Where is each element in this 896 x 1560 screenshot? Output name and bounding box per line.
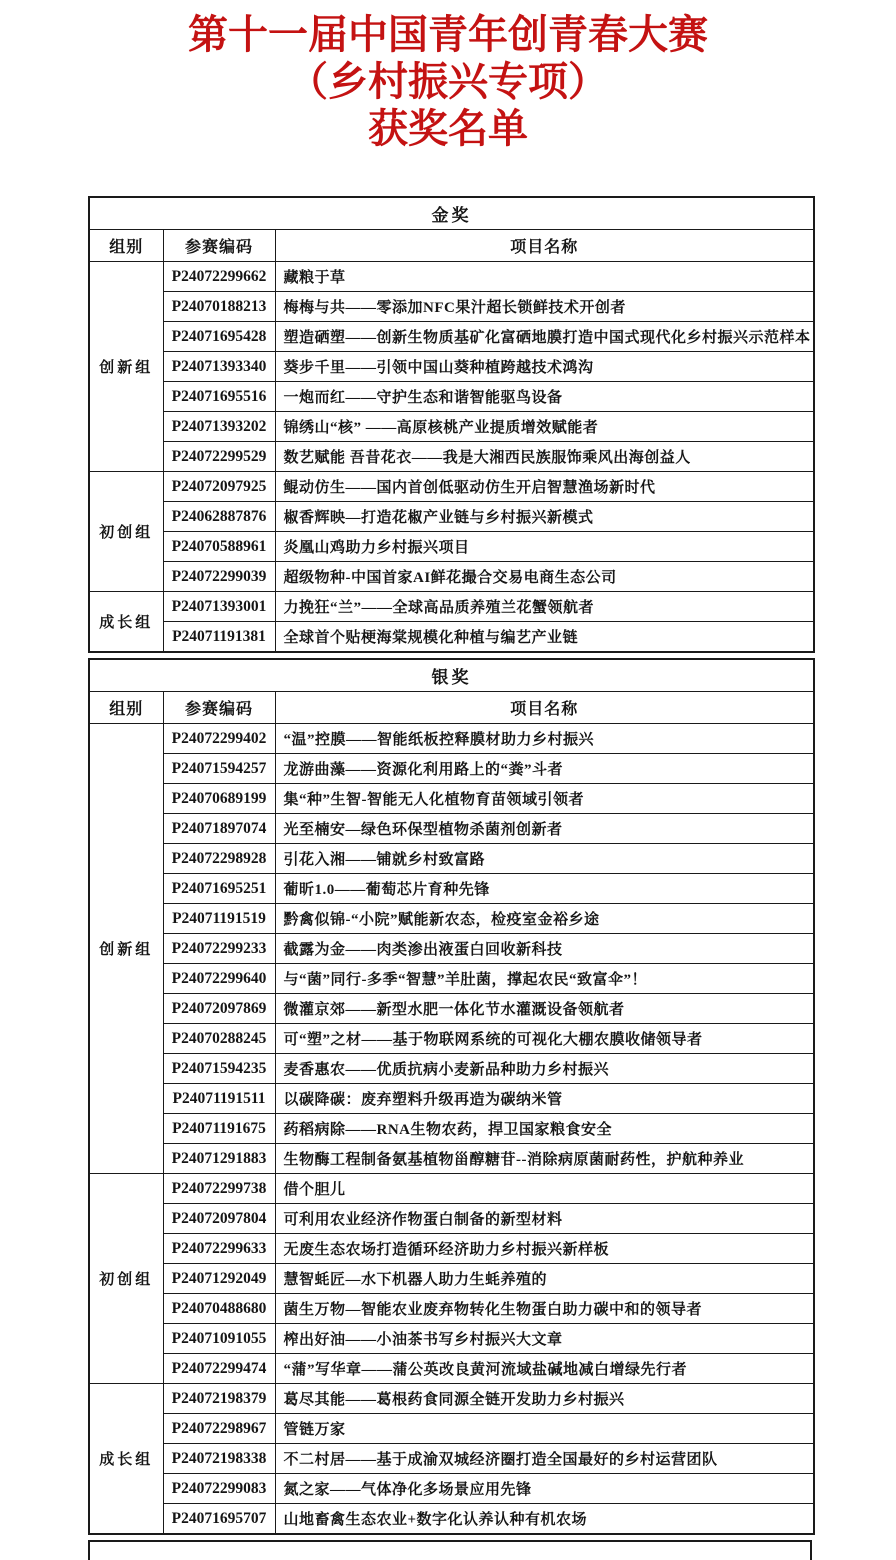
table-row (89, 1474, 814, 1504)
entry-code-cell: P24072299083 (163, 1474, 275, 1504)
entry-code-cell: P24070488680 (163, 1294, 275, 1324)
table-row (89, 964, 814, 994)
table-row (89, 472, 814, 502)
project-name-cell: 超级物种-中国首家AI鲜花撮合交易电商生态公司 (275, 562, 814, 592)
table-row (89, 322, 814, 352)
column-header: 组别 (89, 230, 163, 262)
project-name-cell: 梅梅与共——零添加NFC果汁超长锁鲜技术开创者 (275, 292, 814, 322)
award-title-row (89, 659, 814, 692)
table-row (89, 724, 814, 754)
entry-code-cell: P24070188213 (163, 292, 275, 322)
project-name-cell: 可利用农业经济作物蛋白制备的新型材料 (275, 1204, 814, 1234)
entry-code-cell: P24070588961 (163, 532, 275, 562)
project-name-cell: 鲲动仿生——国内首创低驱动仿生开启智慧渔场新时代 (275, 472, 814, 502)
table-row (89, 502, 814, 532)
entry-code-cell: P24071191381 (163, 622, 275, 653)
table-row (89, 442, 814, 472)
entry-code-cell: P24071393001 (163, 592, 275, 622)
entry-code-cell: P24071191675 (163, 1114, 275, 1144)
entry-code-cell: P24071191511 (163, 1084, 275, 1114)
title-line-2: （乡村振兴专项） (288, 60, 608, 104)
table-row (89, 904, 814, 934)
project-name-cell: 微灌京郊——新型水肥一体化节水灌溉设备领航者 (275, 994, 814, 1024)
table-row (89, 994, 814, 1024)
entry-code-cell: P24072198338 (163, 1444, 275, 1474)
award-title-row (89, 197, 814, 230)
entry-code-cell: P24071292049 (163, 1264, 275, 1294)
table-row (89, 1294, 814, 1324)
entry-code-cell: P24072299662 (163, 262, 275, 292)
project-name-cell: 管链万家 (275, 1414, 814, 1444)
project-name-cell: 以碳降碳：废弃塑料升级再造为碳纳米管 (275, 1084, 814, 1114)
project-name-cell: 与“菌”同行-多季“智慧”羊肚菌，撑起农民“致富伞”！ (275, 964, 814, 994)
table-row (89, 262, 814, 292)
entry-code-cell: P24072198379 (163, 1384, 275, 1414)
project-name-cell: 数艺赋能 吾昔花衣——我是大湘西民族服饰乘风出海创益人 (275, 442, 814, 472)
project-name-cell: 光至楠安—绿色环保型植物杀菌剂创新者 (275, 814, 814, 844)
group-cell: 创新组 (89, 262, 163, 472)
project-name-cell: 一炮而红——守护生态和谐智能驱鸟设备 (275, 382, 814, 412)
entry-code-cell: P24071393202 (163, 412, 275, 442)
project-name-cell: 黔禽似锦-“小院”赋能新农态，检疫室金裕乡途 (275, 904, 814, 934)
entry-code-cell: P24072299039 (163, 562, 275, 592)
project-name-cell: 无废生态农场打造循环经济助力乡村振兴新样板 (275, 1234, 814, 1264)
project-name-cell: 力挽狂“兰”——全球高品质养殖兰花蟹领航者 (275, 592, 814, 622)
table-row (89, 1414, 814, 1444)
project-name-cell: 菌生万物—智能农业废弃物转化生物蛋白助力碳中和的领导者 (275, 1294, 814, 1324)
entry-code-cell: P24072299529 (163, 442, 275, 472)
project-name-cell: “蒲”写华章——蒲公英改良黄河流域盐碱地减白增绿先行者 (275, 1354, 814, 1384)
entry-code-cell: P24072097925 (163, 472, 275, 502)
entry-code-cell: P24072299738 (163, 1174, 275, 1204)
entry-code-cell: P24062887876 (163, 502, 275, 532)
project-name-cell: 炎凰山鸡助力乡村振兴项目 (275, 532, 814, 562)
column-header: 参赛编码 (163, 692, 275, 724)
column-header-row (89, 692, 814, 724)
project-name-cell: 藏粮于草 (275, 262, 814, 292)
entry-code-cell: P24070689199 (163, 784, 275, 814)
entry-code-cell: P24071695428 (163, 322, 275, 352)
entry-code-cell: P24072298967 (163, 1414, 275, 1444)
table-row (89, 754, 814, 784)
title-line-1: 第十一届中国青年创青春大赛 (188, 13, 708, 57)
table-row (89, 1204, 814, 1234)
award-title: 金奖 (89, 197, 814, 230)
award-table (88, 196, 815, 653)
table-row (89, 814, 814, 844)
project-name-cell: 集“种”生智-智能无人化植物育苗领域引领者 (275, 784, 814, 814)
entry-code-cell: P24071291883 (163, 1144, 275, 1174)
table-row (89, 1174, 814, 1204)
table-row (89, 562, 814, 592)
project-name-cell: 葵步千里——引领中国山葵种植跨越技术鸿沟 (275, 352, 814, 382)
table-row (89, 844, 814, 874)
entry-code-cell: P24070288245 (163, 1024, 275, 1054)
award-table (88, 658, 815, 1535)
entry-code-cell: P24071594257 (163, 754, 275, 784)
table-row (89, 1384, 814, 1414)
entry-code-cell: P24072299640 (163, 964, 275, 994)
project-name-cell: “温”控膜——智能纸板控释膜材助力乡村振兴 (275, 724, 814, 754)
entry-code-cell: P24071191519 (163, 904, 275, 934)
table-row (89, 1114, 814, 1144)
table-row (89, 1144, 814, 1174)
entry-code-cell: P24072097869 (163, 994, 275, 1024)
entry-code-cell: P24072299633 (163, 1234, 275, 1264)
table-row (89, 592, 814, 622)
entry-code-cell: P24072299402 (163, 724, 275, 754)
project-name-cell: 麦香惠农——优质抗病小麦新品种助力乡村振兴 (275, 1054, 814, 1084)
project-name-cell: 山地畜禽生态农业+数字化认养认种有机农场 (275, 1504, 814, 1535)
project-name-cell: 可“塑”之材——基于物联网系统的可视化大棚农膜收储领导者 (275, 1024, 814, 1054)
project-name-cell: 椒香辉映—打造花椒产业链与乡村振兴新模式 (275, 502, 814, 532)
project-name-cell: 慧智蚝匠—水下机器人助力生蚝养殖的 (275, 1264, 814, 1294)
entry-code-cell: P24071695707 (163, 1504, 275, 1535)
group-cell: 初创组 (89, 472, 163, 592)
group-cell: 成长组 (89, 592, 163, 653)
table-row (89, 1444, 814, 1474)
entry-code-cell: P24071897074 (163, 814, 275, 844)
table-row (89, 1234, 814, 1264)
award-tables (88, 196, 813, 1560)
table-row (89, 412, 814, 442)
project-name-cell: 榨出好油——小油茶书写乡村振兴大文章 (275, 1324, 814, 1354)
entry-code-cell: P24071091055 (163, 1324, 275, 1354)
project-name-cell: 不二村居——基于成渝双城经济圈打造全国最好的乡村运营团队 (275, 1444, 814, 1474)
table-row (89, 1504, 814, 1535)
table-row (89, 1054, 814, 1084)
entry-code-cell: P24072298928 (163, 844, 275, 874)
project-name-cell: 引花入湘——铺就乡村致富路 (275, 844, 814, 874)
table-row (89, 382, 814, 412)
column-header: 项目名称 (275, 230, 814, 262)
group-cell: 初创组 (89, 1174, 163, 1384)
award-title: 银奖 (89, 659, 814, 692)
project-name-cell: 全球首个贴梗海棠规模化种植与编艺产业链 (275, 622, 814, 653)
entry-code-cell: P24071594235 (163, 1054, 275, 1084)
entry-code-cell: P24071695251 (163, 874, 275, 904)
project-name-cell: 锦绣山“核” ——高原核桃产业提质增效赋能者 (275, 412, 814, 442)
project-name-cell: 借个胆儿 (275, 1174, 814, 1204)
table-row (89, 934, 814, 964)
table-row (89, 292, 814, 322)
entry-code-cell: P24072097804 (163, 1204, 275, 1234)
project-name-cell: 葡昕1.0——葡萄芯片育种先锋 (275, 874, 814, 904)
column-header: 组别 (89, 692, 163, 724)
title-line-3: 获奖名单 (368, 107, 528, 151)
entry-code-cell: P24072299474 (163, 1354, 275, 1384)
project-name-cell: 生物酶工程制备氨基植物甾醇糖苷--消除病原菌耐药性，护航种养业 (275, 1144, 814, 1174)
project-name-cell: 药稻病除——RNA生物农药，捍卫国家粮食安全 (275, 1114, 814, 1144)
page-title (0, 0, 896, 153)
table-row (89, 1024, 814, 1054)
project-name-cell: 塑造硒塑——创新生物质基矿化富硒地膜打造中国式现代化乡村振兴示范样本 (275, 322, 814, 352)
group-cell: 创新组 (89, 724, 163, 1174)
table-row (89, 1084, 814, 1114)
project-name-cell: 氮之家——气体净化多场景应用先锋 (275, 1474, 814, 1504)
entry-code-cell: P24072299233 (163, 934, 275, 964)
table-row (89, 1264, 814, 1294)
table-row (89, 622, 814, 653)
column-header: 项目名称 (275, 692, 814, 724)
project-name-cell: 截露为金——肉类渗出液蛋白回收新科技 (275, 934, 814, 964)
table-row (89, 784, 814, 814)
project-name-cell: 龙游曲藻——资源化利用路上的“粪”斗者 (275, 754, 814, 784)
entry-code-cell: P24071393340 (163, 352, 275, 382)
entry-code-cell: P24071695516 (163, 382, 275, 412)
next-section-partial (88, 1540, 812, 1560)
column-header: 参赛编码 (163, 230, 275, 262)
table-row (89, 532, 814, 562)
table-row (89, 874, 814, 904)
table-row (89, 1354, 814, 1384)
table-row (89, 1324, 814, 1354)
column-header-row (89, 230, 814, 262)
group-cell: 成长组 (89, 1384, 163, 1535)
table-row (89, 352, 814, 382)
project-name-cell: 葛尽其能——葛根药食同源全链开发助力乡村振兴 (275, 1384, 814, 1414)
